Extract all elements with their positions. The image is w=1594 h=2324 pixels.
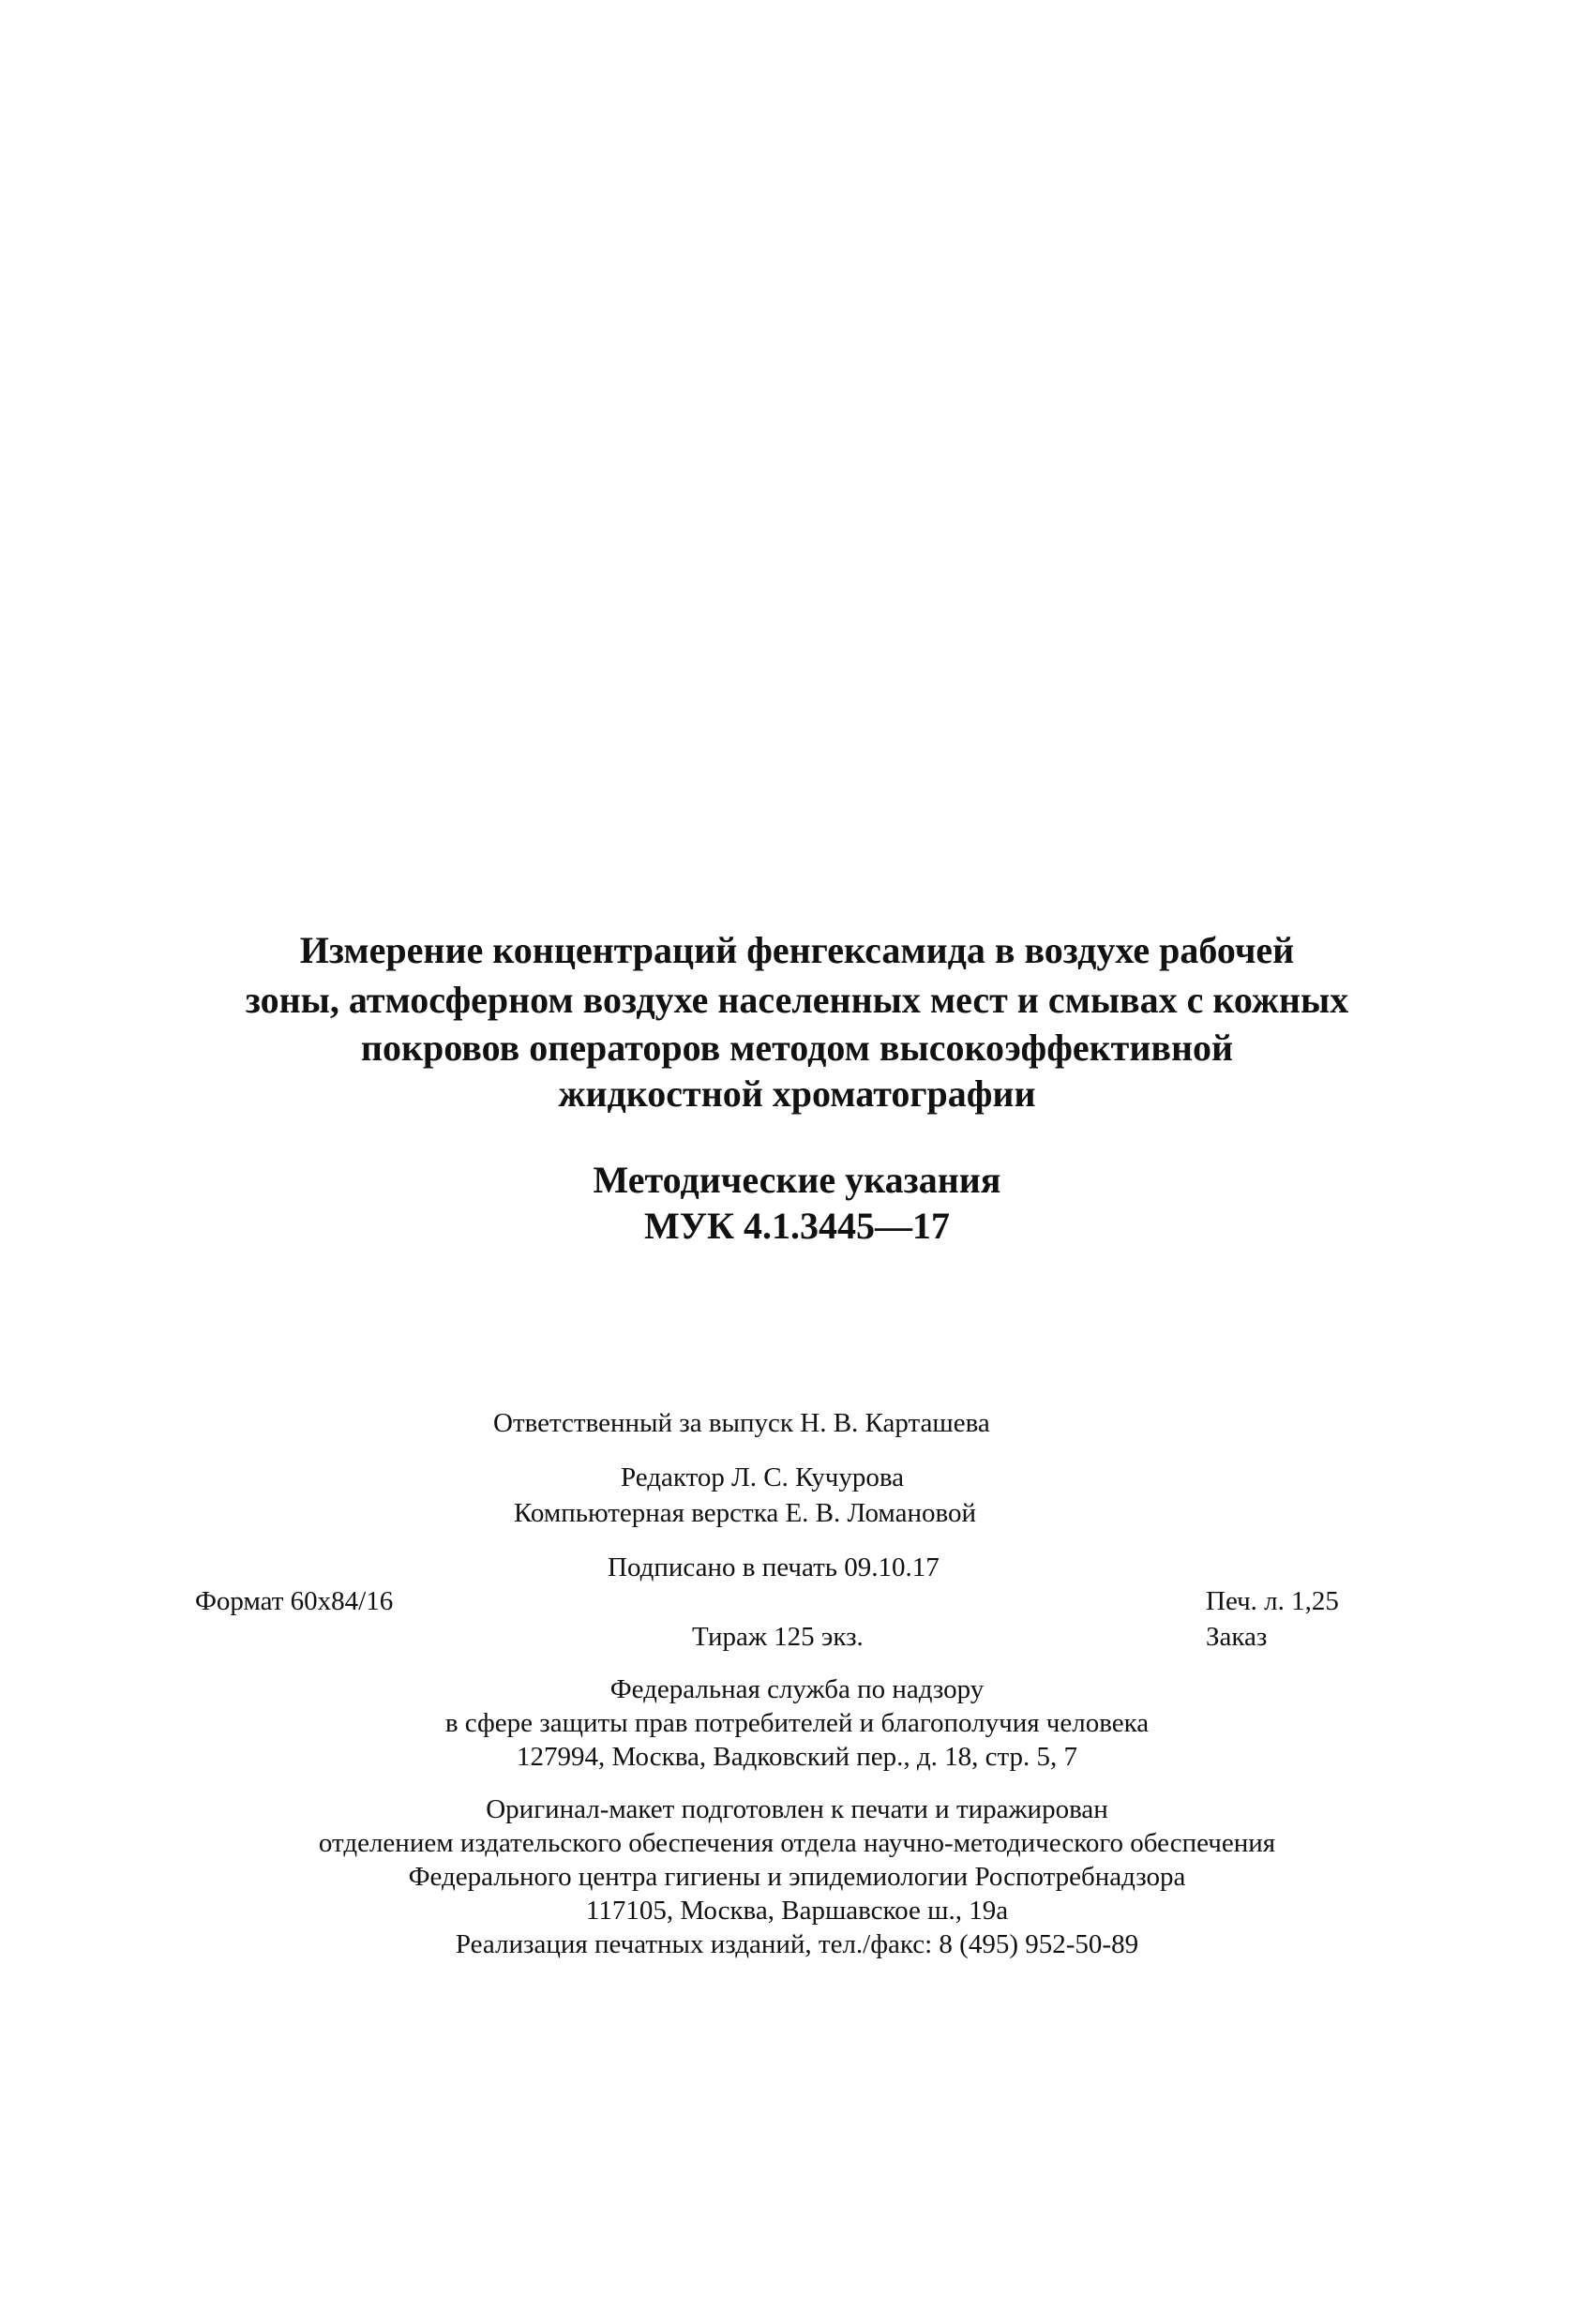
title-line-3: покровов операторов методом высокоэффективной [360, 1027, 1234, 1069]
document-code: МУК 4.1.3445—17 [643, 1205, 951, 1247]
layout-line: Компьютерная верстка Е. В. Ломановой [514, 1498, 976, 1528]
order-line: Заказ [1206, 1622, 1268, 1652]
editor-line: Редактор Л. С. Кучурова [621, 1462, 905, 1492]
printer-line-5: Реализация печатных изданий, тел./факс: 8 (495) 952-50-89 [455, 1929, 1139, 1959]
publisher-line-2: в сфере защиты прав потребителей и благополучия человека [444, 1708, 1150, 1738]
document-type: Методические указания [593, 1159, 1001, 1201]
printer-line-3: Федерального центра гигиены и эпидемиологии Роспотребнадзора [408, 1862, 1186, 1892]
format-line: Формат 60x84/16 [195, 1586, 394, 1616]
responsible-line: Ответственный за выпуск Н. В. Карташева [493, 1408, 990, 1438]
printer-line-1: Оригинал-макет подготовлен к печати и тиражирован [486, 1794, 1108, 1824]
title-line-4: жидкостной хроматографии [558, 1072, 1036, 1115]
signed-line: Подписано в печать 09.10.17 [608, 1552, 940, 1582]
title-line-1: Измерение концентраций фенгексамида в воздухе рабочей [299, 929, 1295, 971]
publisher-line-3: 127994, Москва, Вадковский пер., д. 18, стр. 5, 7 [516, 1742, 1078, 1772]
printer-line-2: отделением издательского обеспечения отдела научно-методического обеспечения [318, 1828, 1276, 1858]
print-run-line: Тираж 125 экз. [692, 1622, 864, 1652]
printer-line-4: 117105, Москва, Варшавское ш., 19а [585, 1896, 1009, 1926]
title-line-2: зоны, атмосферном воздухе населенных мест и смывах с кожных [245, 979, 1349, 1021]
sheets-line: Печ. л. 1,25 [1206, 1586, 1339, 1616]
publisher-line-1: Федеральная служба по надзору [609, 1674, 985, 1704]
